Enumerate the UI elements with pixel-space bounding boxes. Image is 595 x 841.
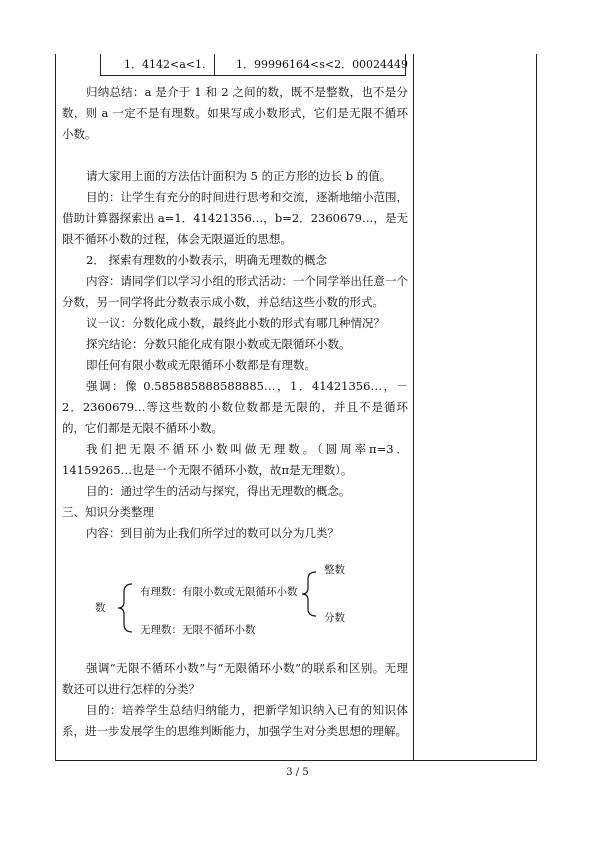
diagram-irrational-label: 无理数：无限不循环小数 xyxy=(140,624,256,636)
paragraph-emphasis: 强调：像 0.585885888588885…，1．41421356…，－2．2360679…等这些数的小数位数都是无限的，并且不是循环的，它们都是无限不循环小数。 xyxy=(62,379,408,435)
paragraph-definition: 我们把无限不循环小数叫做无理数。（圆周率π=3．14159265…也是一个无限不循环小数，故π是无理数）。 xyxy=(62,442,408,477)
paragraph-conclusion: 探究结论：分数只能化成有限小数或无限循环小数。 xyxy=(86,337,351,351)
paragraph-purpose-2: 目的：通过学生的活动与探究，得出无理数的概念。 xyxy=(86,484,351,498)
page-number: 3 / 5 xyxy=(286,767,309,778)
inner-cell-left: 1．4142<a<1. xyxy=(124,58,206,71)
inner-table-left xyxy=(100,54,101,75)
paragraph-rational: 即任何有限小数或无限循环小数都是有理数。 xyxy=(86,358,316,372)
left-brace-icon xyxy=(116,582,136,634)
paragraph-discuss: 议一议：分数化成小数，最终此小数的形式有哪几种情况？ xyxy=(86,316,385,330)
paragraph-summary: 归纳总结：a 是介于 1 和 2 之间的数，既不是整数，也不是分数，则 a 一定不是有理数。如果写成小数形式，它们是无限不循环小数。 xyxy=(62,85,408,141)
paragraph-classify-question: 内容：到目前为止我们所学过的数可以分为几类？ xyxy=(86,526,339,540)
paragraph-activity: 内容：请同学们以学习小组的形式活动：一个同学举出任意一个分数，另一同学将此分数表示成小数，并总结这些小数的形式。 xyxy=(62,274,408,309)
table-left-border xyxy=(55,54,56,760)
paragraph-estimate-b: 请大家用上面的方法估计面积为 5 的正方形的边长 b 的值。 xyxy=(86,169,392,183)
section-heading-3: 三、知识分类整理 xyxy=(62,505,154,519)
diagram-integer-label: 整数 xyxy=(324,564,345,576)
table-right-border xyxy=(536,54,537,760)
paragraph-purpose-3: 目的：培养学生总结归纳能力，把新学知识纳入已有的知识体系，进一步发展学生的思维判断能力，加强学生对分类思想的理解。 xyxy=(62,703,408,738)
paragraph-purpose-1: 目的：让学生有充分的时间进行思考和交流，逐渐地缩小范围，借助计算器探索出 a=1．41421356…，b=2．2360679…，是无限不循环小数的过程，体会无限逼近的思想。 xyxy=(62,190,408,246)
diagram-root-label: 数 xyxy=(95,602,106,614)
inner-cell-right: 1．99996164<s<2．00024449 xyxy=(236,58,409,71)
diagram-fraction-label: 分数 xyxy=(324,612,345,624)
diagram-rational-label: 有理数：有限小数或无限循环小数 xyxy=(140,586,298,598)
paragraph-emphasis-2: 强调“无限不循环小数”与“无限循环小数”的联系和区别。无理数还可以进行怎样的分类？ xyxy=(62,661,408,696)
section-heading-2: 2． 探索有理数的小数表示，明确无理数的概念 xyxy=(86,253,327,267)
right-brace-icon xyxy=(300,570,320,618)
table-middle-border xyxy=(413,54,414,760)
table-bottom-border xyxy=(55,760,537,761)
inner-table-bottom xyxy=(100,75,406,76)
inner-table-mid xyxy=(214,54,215,75)
